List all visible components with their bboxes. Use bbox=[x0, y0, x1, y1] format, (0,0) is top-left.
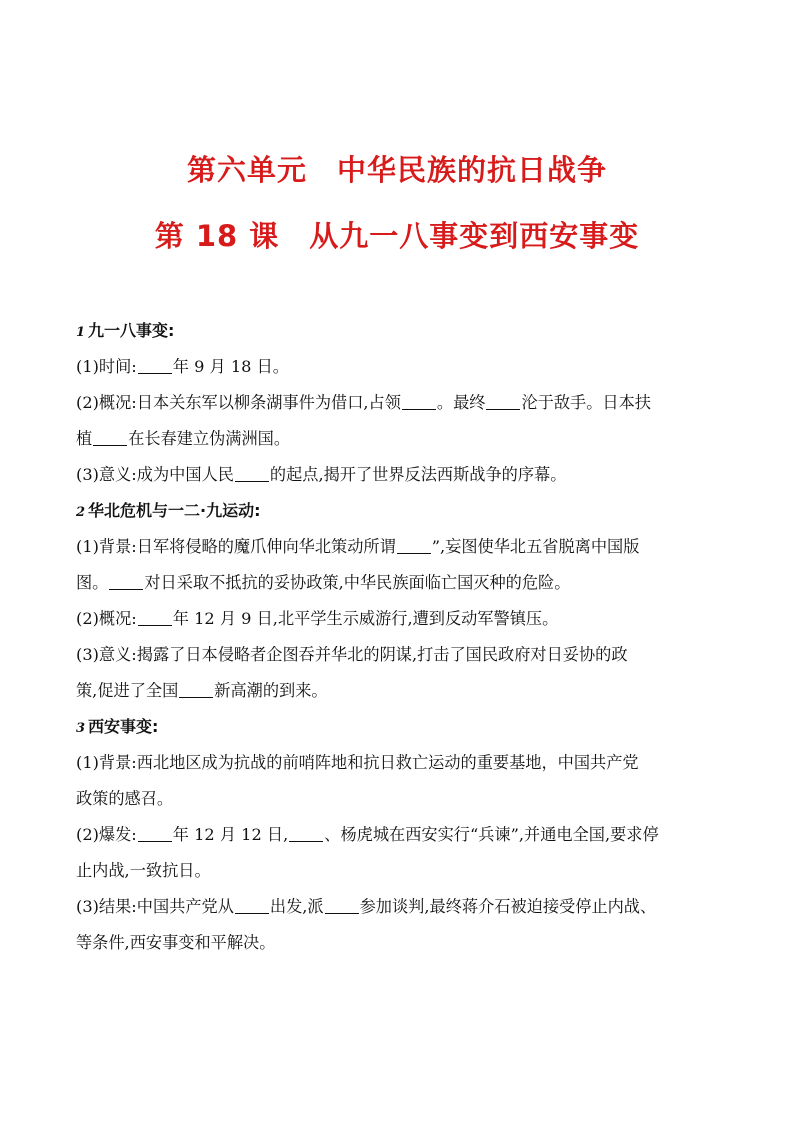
text-fragment: (3)意义:成为中国人民 bbox=[76, 465, 234, 484]
text-line bbox=[76, 889, 724, 925]
fill-in-blank[interactable] bbox=[397, 537, 431, 554]
text-line bbox=[76, 745, 724, 781]
text-line bbox=[76, 781, 724, 817]
text-fragment: 年 12 月 9 日,北平学生示威游行,遭到反动军警镇压。 bbox=[172, 609, 559, 628]
fill-in-blank[interactable] bbox=[93, 429, 127, 446]
text-fragment: 出发,派 bbox=[269, 897, 324, 916]
text-line bbox=[76, 853, 724, 889]
text-fragment: 政策的感召。 bbox=[76, 789, 174, 808]
text-line bbox=[76, 817, 724, 853]
text-fragment: 对日采取不抵抗的妥协政策,中华民族面临亡国灭种的危险。 bbox=[144, 573, 571, 592]
text-fragment: (3)结果:中国共产党从 bbox=[76, 897, 234, 916]
text-fragment: 在长春建立伪满洲国。 bbox=[128, 429, 291, 448]
section-heading-text: 华北危机与一二·九运动: bbox=[88, 501, 261, 520]
fill-in-blank[interactable] bbox=[402, 393, 436, 410]
text-fragment: (2)概况:日本关东军以柳条湖事件为借口,占领 bbox=[76, 393, 401, 412]
fill-in-blank[interactable] bbox=[138, 609, 172, 626]
text-fragment: ”,妄图使华北五省脱离中国版 bbox=[431, 537, 640, 556]
text-fragment: 的起点,揭开了世界反法西斯战争的序幕。 bbox=[269, 465, 567, 484]
text-fragment: 、杨虎城在西安实行“兵谏”,并通电全国,要求停 bbox=[324, 825, 659, 844]
text-line bbox=[76, 349, 724, 385]
fill-in-blank[interactable] bbox=[138, 357, 172, 374]
text-fragment: (1)背景:日军将侵略的魔爪伸向华北策动所谓 bbox=[76, 537, 396, 556]
text-fragment: (3)意义:揭露了日本侵略者企图吞并华北的阴谋,打击了国民政府对日妥协的政 bbox=[76, 645, 628, 664]
text-line bbox=[76, 673, 724, 709]
fill-in-blank[interactable] bbox=[179, 681, 213, 698]
fill-in-blank[interactable] bbox=[235, 897, 269, 914]
text-fragment: 。最终 bbox=[436, 393, 486, 412]
unit-title: 第六单元 中华民族的抗日战争 bbox=[186, 153, 607, 187]
fill-in-blank[interactable] bbox=[325, 897, 359, 914]
exercise-content bbox=[76, 313, 724, 961]
section-heading bbox=[76, 709, 724, 745]
section-heading bbox=[76, 313, 724, 349]
fill-in-blank[interactable] bbox=[289, 825, 323, 842]
section-number: 1 bbox=[76, 325, 86, 340]
section-heading-text: 西安事变: bbox=[88, 717, 159, 736]
text-fragment: 止内战,一致抗日。 bbox=[76, 861, 211, 880]
title-block bbox=[0, 150, 794, 256]
section-number: 2 bbox=[76, 505, 86, 520]
text-fragment: 策,促进了全国 bbox=[76, 681, 179, 700]
text-fragment: 参加谈判,最终蒋介石被迫接受停止内战、 bbox=[359, 897, 657, 916]
text-fragment: 年 12 月 12 日, bbox=[172, 825, 289, 844]
fill-in-blank[interactable] bbox=[109, 573, 143, 590]
section-number: 3 bbox=[76, 721, 86, 736]
text-fragment: (1)时间: bbox=[76, 357, 137, 376]
section-heading-text: 九一八事变: bbox=[88, 321, 175, 340]
text-line bbox=[76, 385, 724, 421]
text-fragment: 图。 bbox=[76, 573, 109, 592]
text-line bbox=[76, 565, 724, 601]
text-fragment: 年 9 月 18 日。 bbox=[172, 357, 289, 376]
text-line bbox=[76, 925, 724, 961]
text-line bbox=[76, 457, 724, 493]
text-fragment: (2)爆发: bbox=[76, 825, 137, 844]
text-fragment: 沦于敌手。日本扶 bbox=[521, 393, 651, 412]
section-heading bbox=[76, 493, 724, 529]
text-line bbox=[76, 421, 724, 457]
text-line bbox=[76, 637, 724, 673]
fill-in-blank[interactable] bbox=[235, 465, 269, 482]
text-fragment: 等条件,西安事变和平解决。 bbox=[76, 933, 276, 952]
text-fragment: (2)概况: bbox=[76, 609, 137, 628]
lesson-title: 第 18 课 从九一八事变到西安事变 bbox=[154, 219, 640, 253]
fill-in-blank[interactable] bbox=[138, 825, 172, 842]
text-line bbox=[76, 529, 724, 565]
text-fragment: 新高潮的到来。 bbox=[214, 681, 328, 700]
text-fragment: (1)背景:西北地区成为抗战的前哨阵地和抗日救亡运动的重要基地，中国共产党 bbox=[76, 753, 639, 772]
text-line bbox=[76, 601, 724, 637]
text-fragment: 植 bbox=[76, 429, 93, 448]
fill-in-blank[interactable] bbox=[486, 393, 520, 410]
